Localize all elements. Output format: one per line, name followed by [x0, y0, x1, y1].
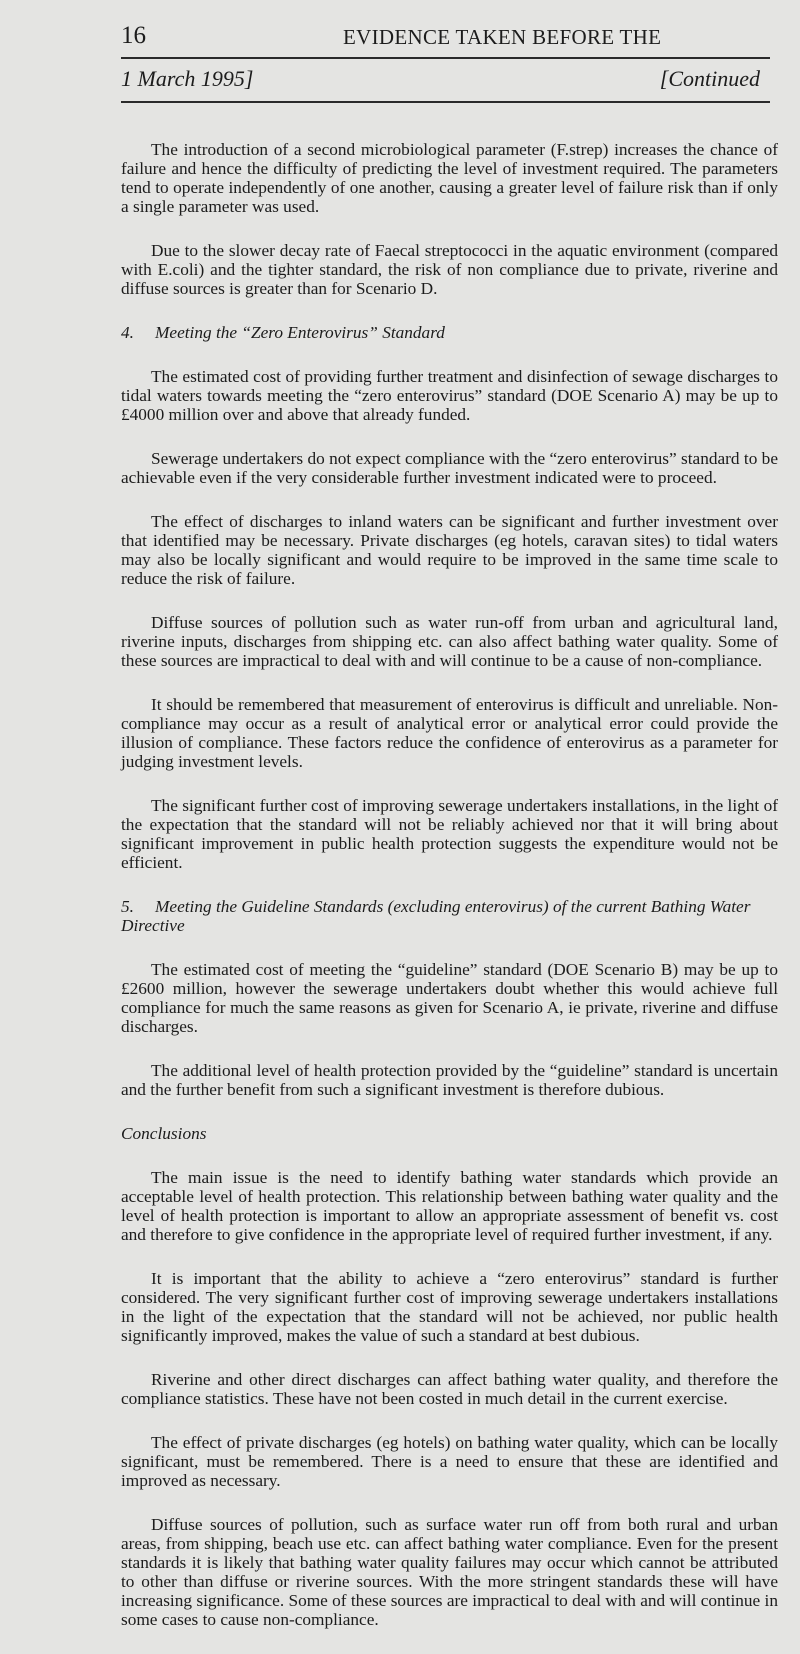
date-row [121, 66, 760, 94]
paragraph: The introduction of a second microbiological parameter (F.strep) increases the chance of failure and hence the difficulty of predicting the level of investment required. The parameters tend to operate independently of one another, causing a greater level of failure risk than if only a single parameter was used. [121, 140, 778, 216]
section-heading-4 [121, 323, 778, 342]
paragraph: The estimated cost of meeting the “guideline” standard (DOE Scenario B) may be up to £2600 million, however the sewerage undertakers doubt whether this would achieve full compliance for much the same reasons as given for Scenario A, ie private, riverine and diffuse discharges. [121, 960, 778, 1036]
section-title: Meeting the “Zero Enterovirus” Standard [155, 323, 445, 342]
paragraph: Diffuse sources of pollution, such as surface water run off from both rural and urban areas, from shipping, beach use etc. can affect bathing water compliance. Even for the present standards it is likely that bathing water quality failures may occur which cannot be attributed to other than diffuse or riverine sources. With the more stringent standards these will have increasing significance. Some of these sources are impractical to deal with and will continue in some cases to cause non-compliance. [121, 1515, 778, 1629]
page-number: 16 [121, 22, 146, 49]
body-text [121, 140, 778, 1654]
paragraph: Due to the slower decay rate of Faecal streptococci in the aquatic environment (compared with E.coli) and the tighter standard, the risk of non compliance due to private, riverine and diffuse sources is greater than for Scenario D. [121, 241, 778, 298]
paragraph: The significant further cost of improving sewerage undertakers installations, in the light of the expectation that the standard will not be reliably achieved nor that it will bring about significant improvement in public health protection suggests the expenditure would not be efficient. [121, 796, 778, 872]
running-title: EVIDENCE TAKEN BEFORE THE [343, 25, 662, 49]
section-number: 4. [121, 323, 134, 342]
running-header [121, 22, 770, 52]
section-title: Meeting the Guideline Standards (excluding enterovirus) of the current Bathing Water Directive [121, 897, 751, 935]
paragraph: The estimated cost of providing further treatment and disinfection of sewage discharges to tidal waters towards meeting the “zero enterovirus” standard (DOE Scenario A) may be up to £4000 million over and above that already funded. [121, 367, 778, 424]
paragraph: Diffuse sources of pollution such as water run-off from urban and agricultural land, riverine inputs, discharges from shipping etc. can also affect bathing water quality. Some of these sources are impractical to deal with and will continue to be a cause of non-compliance. [121, 613, 778, 670]
paragraph: The effect of discharges to inland waters can be significant and further investment over that identified may be necessary. Private discharges (eg hotels, caravan sites) to tidal waters may also be locally significant and would require to be improved in the same time scale to reduce the risk of failure. [121, 512, 778, 588]
paragraph: The main issue is the need to identify bathing water standards which provide an acceptable level of health protection. This relationship between bathing water quality and the level of health protection is important to allow an appropriate assessment of benefit vs. cost and therefore to give confidence in the appropriate level of required further investment, if any. [121, 1168, 778, 1244]
paragraph: It should be remembered that measurement of enterovirus is difficult and unreliable. Non-compliance may occur as a result of analytical error or analytical error could provide the illusion of compliance. These factors reduce the confidence of enterovirus as a parameter for judging investment levels. [121, 695, 778, 771]
paragraph: Sewerage undertakers do not expect compliance with the “zero enterovirus” standard to be achievable even if the very considerable further investment indicated were to proceed. [121, 449, 778, 487]
paragraph: The effect of private discharges (eg hotels) on bathing water quality, which can be locally significant, must be remembered. There is a need to ensure that these are identified and improved as necessary. [121, 1433, 778, 1490]
header-rule-top [121, 57, 770, 59]
paragraph: It is important that the ability to achieve a “zero enterovirus” standard is further considered. The very significant further cost of improving sewerage undertakers installations in the light of the expectation that the standard will not be achieved, nor public health significantly improved, makes the value of such a standard at best dubious. [121, 1269, 778, 1345]
session-date: 1 March 1995] [121, 66, 254, 91]
section-number: 5. [121, 897, 134, 916]
paragraph: Riverine and other direct discharges can affect bathing water quality, and therefore the compliance statistics. These have not been costed in much detail in the current exercise. [121, 1370, 778, 1408]
continued-label: [Continued [659, 66, 760, 91]
section-heading-5 [121, 897, 778, 935]
paragraph: The additional level of health protection provided by the “guideline” standard is uncertain and the further benefit from such a significant investment is therefore dubious. [121, 1061, 778, 1099]
header-rule-bottom [121, 101, 770, 103]
conclusions-heading: Conclusions [121, 1124, 207, 1143]
